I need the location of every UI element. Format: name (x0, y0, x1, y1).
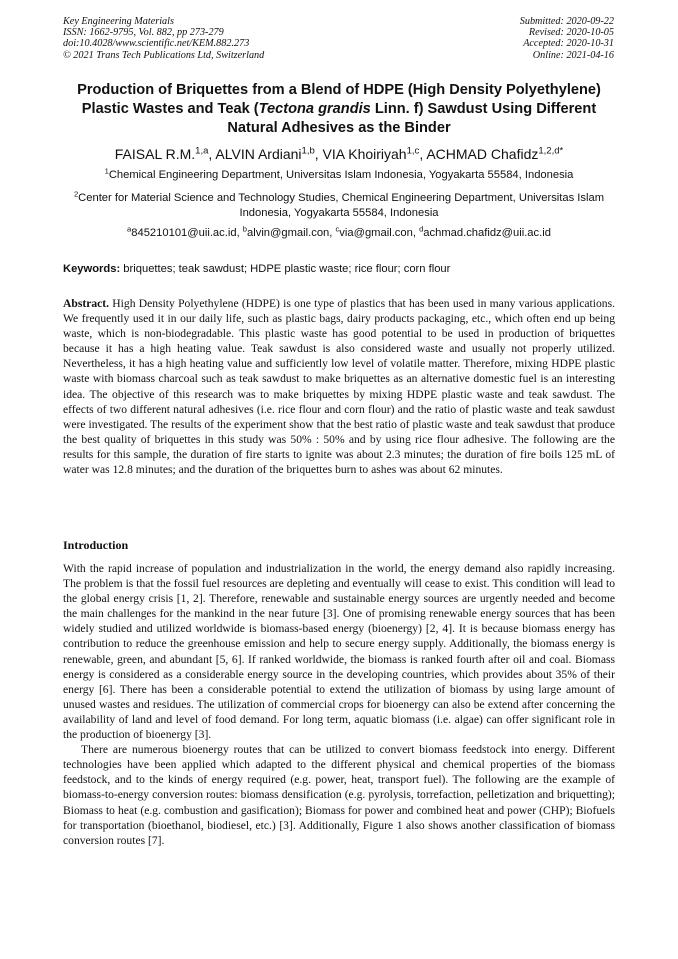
author (323, 146, 427, 162)
email[interactable] (335, 224, 420, 239)
author-affiliation-mark: 1,a (195, 145, 209, 157)
author (115, 146, 216, 162)
author-affiliation-mark: 1,2,d* (538, 145, 564, 157)
author-list (63, 145, 615, 163)
keywords (63, 262, 615, 277)
author (215, 146, 322, 162)
keywords-label: Keywords: (63, 263, 121, 275)
abstract-text: High Density Polyethylene (HDPE) is one type of plastics that has been used in many various applications. We frequently used it in our daily life, such as plastic bags, dairy products packaging, etc., which often end up being waste, which is non-biodegradable. This plastic waste has good potential to be used in production of briquettes because it has a high heating value. Teak sawdust is also considered waste and usually not properly utilized. Nevertheless, it has a high heating value and sufficiently low level of volatile matter. Therefore, mixing HDPE plastic waste with biomass charcoal such as teak sawdust to make briquettes as an alternative domestic fuel is an interesting idea. The objective of this research was to make briquettes by mixing HDPE plastic waste and teak sawdust. The effects of two different natural adhesives (i.e. rice flour and corn flour) and the ratio of plastic waste and teak sawdust were investigated. The results of the experiment show that the best ratio of plastic waste and teak sawdust that produce the best quality of briquettes in this study was 50% : 50% and by using rice flour adhesive. The following are the results for this sample, the duration of fire starts to ignite was about 2.3 minutes; the duration of fire boils 125 mL of water was 12.8 minutes; and the duration of the briquettes burn to ashes was about 62 minutes. (63, 297, 615, 477)
paper-title (63, 81, 615, 138)
email-mark: a (127, 224, 132, 234)
email-separator: , (412, 227, 420, 239)
abstract-label: Abstract. (63, 297, 110, 310)
title-species: Tectona grandis (258, 101, 371, 117)
intro-paragraph-1: With the rapid increase of population and industrialization in the world, the energy demand also rapidly increasing. The problem is that the fossil fuel resources are depleting and eventually will cease to exist. This condition will lead to the global energy crisis [1, 2]. Therefore, renewable and sustainable energy sources are urgently needed and become the main challenges for the mankind in the near future [3]. One of promising renewable energy sources that has been widely studied and utilized worldwide is biomass-based energy (bioenergy) [2, 4]. It is because biomass energy has contribution to reduce the greenhouse emission and help to secure energy supply. Additionally, the biomass energy is renewable, green, and abundant [5, 6]. If ranked worldwide, the biomass is ranked fourth after oil and coal. Biomass energy is considered as a considerable energy source in the developing countries, which provides about 35% of their energy [6]. There has been a considerable potential to extend the utilization of biomass by using large amount of unused wastes and residues. The utilization of commercial crops for bioenergy can also be extend after concerning the availability of land and level of food demand. For long term, aquatic biomass (i.e. algae) can offer significant role in the production of bioenergy [3]. (63, 562, 615, 742)
keywords-text: briquettes; teak sawdust; HDPE plastic waste; rice flour; corn flour (120, 263, 451, 275)
author-separator: , (208, 146, 216, 162)
author-name: ALVIN Ardiani (215, 146, 302, 162)
date-online: Online: 2021-04-16 (532, 49, 614, 61)
author-name: FAISAL R.M. (114, 146, 196, 162)
author-emails (63, 226, 615, 241)
date-revised: Revised: 2020-10-05 (528, 27, 614, 39)
email-separator: , (236, 227, 243, 239)
email-address[interactable]: alvin@gmail.con (247, 227, 330, 239)
author-affiliation-mark: 1,b (301, 145, 315, 157)
author-affiliation-mark: 1,c (406, 145, 420, 157)
journal-info (63, 16, 264, 61)
introduction-body (63, 561, 615, 848)
email-mark: d (419, 224, 424, 234)
date-submitted: Submitted: 2020-09-22 (519, 16, 614, 27)
title-part-1: Production of Briquettes from a Blend of HDPE (High Density Polyethylene) Plastic Wastes and Teak ( (77, 82, 601, 117)
author-name: ACHMAD Chafidz (426, 146, 539, 162)
affiliation-1 (63, 168, 615, 183)
journal-copyright: © 2021 Trans Tech Publications Ltd, Switzerland (63, 49, 265, 61)
author-separator: , (314, 146, 323, 162)
affiliation-2 (63, 191, 615, 221)
title-part-2: Linn. f) Sawdust Using Different Natural Adhesives as the Binder (227, 101, 597, 136)
email-address[interactable]: achmad.chafidz@uii.ac.id (423, 227, 551, 239)
affiliation-text: Center for Material Science and Technology Studies, Chemical Engineering Department, Universitas Islam Indonesia, Yogyakarta 55584, Indonesia (78, 192, 605, 219)
publication-dates (520, 16, 614, 61)
author-separator: , (419, 146, 427, 162)
email[interactable] (127, 224, 243, 239)
email[interactable] (419, 224, 551, 239)
email-mark: c (335, 224, 340, 234)
author-name: VIA Khoiriyah (322, 146, 407, 162)
journal-doi[interactable]: doi:10.4028/www.scientific.net/KEM.882.273 (63, 38, 250, 50)
affiliation-mark: 1 (104, 166, 109, 176)
journal-name: Key Engineering Materials (63, 16, 174, 27)
email[interactable] (242, 224, 336, 239)
intro-paragraph-2: There are numerous bioenergy routes that can be utilized to convert biomass feedstock into energy. Different technologies have been applied which adapted to the different physical and chemical properties of the biomass feedstock, and to the kinds of energy required (e.g. power, heat, transport fuel). The following are the example of biomass-to-energy conversion routes: biomass densification (e.g. pyrolysis, torrefaction, pelletization and briquetting); Biomass to heat (e.g. combustion and gasification); Biomass for power and combined heat and power (CHP); Biofuels for transportation (bioethanol, biodiesel, etc.) [3]. Additionally, Figure 1 also shows another classification of biomass conversion routes [7]. (63, 743, 615, 847)
author (426, 146, 563, 162)
affiliation-mark: 2 (73, 189, 79, 199)
email-separator: , (329, 227, 336, 239)
abstract (63, 296, 615, 477)
email-address[interactable]: 845210101@uii.ac.id (131, 227, 237, 239)
journal-issn: ISSN: 1662-9795, Vol. 882, pp 273-279 (63, 27, 224, 39)
email-mark: b (242, 224, 248, 234)
email-address[interactable]: via@gmail.con (339, 227, 413, 239)
section-heading-introduction: Introduction (63, 538, 129, 552)
affiliation-text: Chemical Engineering Department, Universitas Islam Indonesia, Yogyakarta 55584, Indonesia (108, 169, 574, 181)
date-accepted: Accepted: 2020-10-31 (523, 38, 614, 50)
